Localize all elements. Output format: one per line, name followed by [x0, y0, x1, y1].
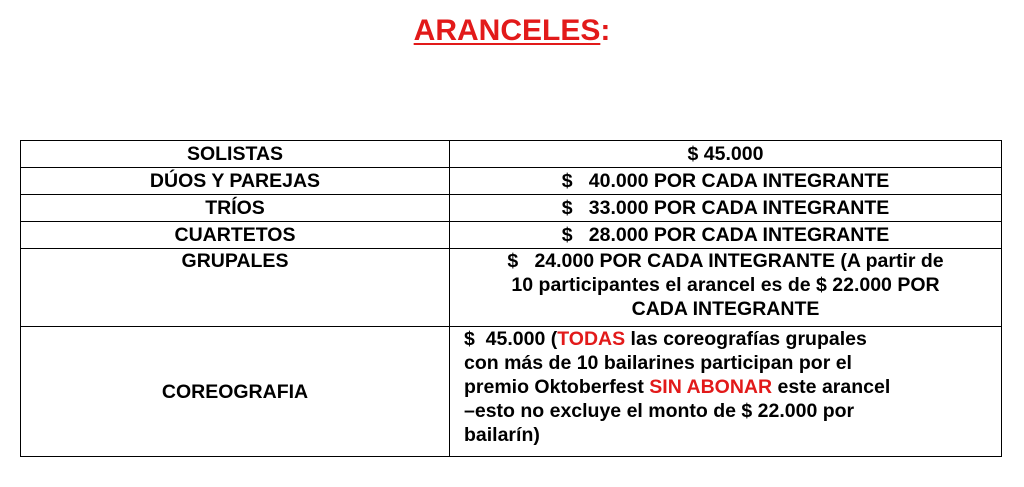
highlight-todas: TODAS: [557, 328, 626, 350]
table-row: [21, 249, 1002, 327]
price-cell: $ 40.000 POR CADA INTEGRANTE: [450, 168, 1002, 195]
price-line: –esto no excluye el monto de $ 22.000 por: [464, 400, 855, 422]
category-cell: GRUPALES: [21, 249, 450, 327]
price-line: con más de 10 bailarines participan por el: [464, 352, 852, 374]
price-cell: $ 33.000 POR CADA INTEGRANTE: [450, 195, 1002, 222]
text-segment: premio Oktoberfest: [464, 376, 650, 398]
price-line: 10 participantes el arancel es de $ 22.000 POR: [511, 274, 940, 296]
table-row: [21, 222, 1002, 249]
table-row: [21, 195, 1002, 222]
text-segment: las coreografías grupales: [625, 328, 867, 350]
price-line: CADA INTEGRANTE: [631, 298, 820, 320]
text-segment: este arancel: [772, 376, 891, 398]
table-row: [21, 168, 1002, 195]
highlight-sin-abonar: SIN ABONAR: [649, 376, 773, 398]
category-cell: CUARTETOS: [21, 222, 450, 249]
table-row: [21, 327, 1002, 457]
title-word: ARANCELES: [413, 14, 601, 47]
category-cell: DÚOS Y PAREJAS: [21, 168, 450, 195]
table-row: [21, 141, 1002, 168]
text-segment: $ 45.000 (: [464, 328, 558, 350]
price-cell: $ 28.000 POR CADA INTEGRANTE: [450, 222, 1002, 249]
page-title: [0, 14, 1024, 48]
category-cell: COREOGRAFIA: [21, 327, 450, 457]
price-cell: [450, 327, 1002, 457]
price-cell: $ 45.000: [450, 141, 1002, 168]
price-line: [464, 327, 995, 351]
category-cell: TRÍOS: [21, 195, 450, 222]
price-line: bailarín): [464, 424, 540, 446]
price-line: $ 24.000 POR CADA INTEGRANTE (A partir de: [507, 250, 944, 272]
price-cell: [450, 249, 1002, 327]
category-cell: SOLISTAS: [21, 141, 450, 168]
title-colon: :: [600, 14, 611, 47]
price-line: [464, 375, 995, 399]
fees-table: [20, 140, 1002, 457]
